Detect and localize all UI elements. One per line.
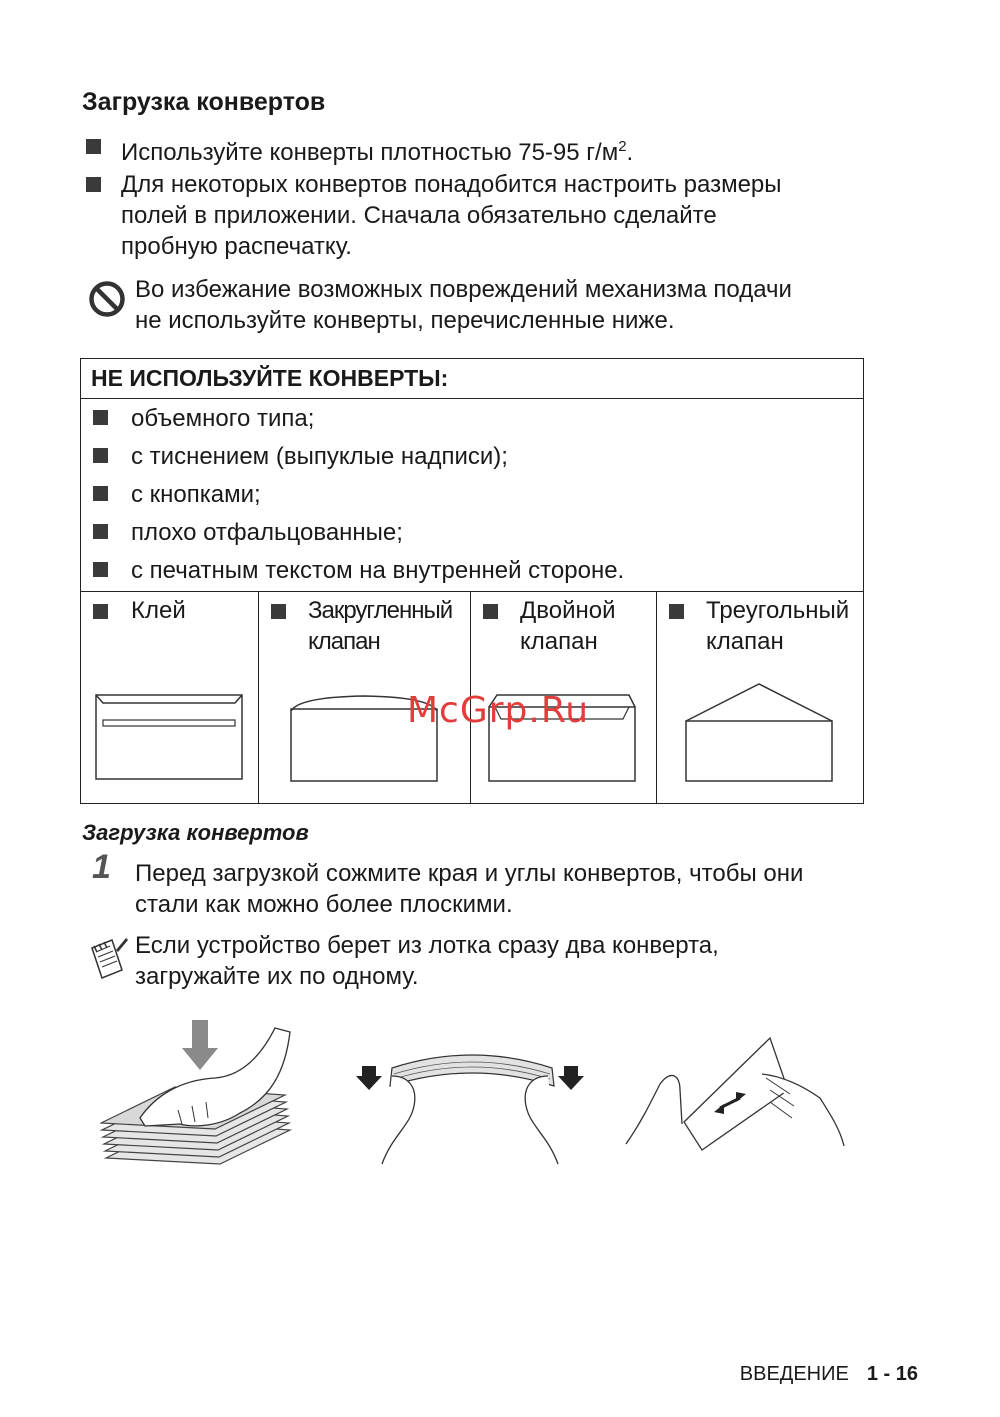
cell-label-double-flap: Двойной клапан bbox=[520, 597, 616, 655]
step-text: Перед загрузкой сожмите края и углы конвертов, чтобы они стали как можно более плоскими. bbox=[135, 860, 804, 918]
procedure-title: Загрузка конвертов bbox=[82, 820, 309, 845]
prohibited-icon bbox=[88, 280, 126, 318]
bullet-icon bbox=[93, 486, 108, 501]
table-divider bbox=[81, 591, 863, 592]
footer-page-number: 1 - 16 bbox=[866, 1363, 918, 1385]
cell-label-triangular-flap: Треугольный клапан bbox=[706, 597, 850, 655]
note-text: Если устройство берет из лотка сразу два конверта, загружайте их по одному. bbox=[135, 932, 719, 990]
envelope-glue-icon bbox=[93, 693, 245, 783]
illustration-press-stack bbox=[100, 1018, 300, 1168]
column-divider bbox=[258, 591, 259, 803]
bullet-icon bbox=[483, 604, 498, 619]
page-footer bbox=[740, 1363, 918, 1386]
cell-label-glue: Клей bbox=[131, 597, 186, 624]
section-title: Загрузка конвертов bbox=[82, 88, 326, 116]
footer-section: ВВЕДЕНИЕ bbox=[739, 1363, 849, 1385]
bullet-icon bbox=[93, 448, 108, 463]
envelope-triangular-flap-icon bbox=[683, 681, 837, 785]
bullet-icon bbox=[86, 139, 101, 154]
list-item: с печатным текстом на внутренней стороне. bbox=[131, 557, 625, 584]
list-item: плохо отфальцованные; bbox=[131, 519, 403, 546]
list-item: с тиснением (выпуклые надписи); bbox=[131, 443, 508, 470]
bullet-text-1: Используйте конверты плотностью 75-95 $г/м^2$. bbox=[121, 138, 634, 166]
bullet-icon bbox=[669, 604, 684, 619]
table-header: НЕ ИСПОЛЬЗУЙТЕ КОНВЕРТЫ: bbox=[81, 359, 863, 399]
bullet-text-2: Для некоторых конвертов понадобится настроить размеры полей в приложении. Сначала обязательно сделайте пробную распечатку. bbox=[121, 171, 782, 260]
step-number: 1 bbox=[92, 848, 111, 886]
bullet-icon bbox=[86, 177, 101, 192]
warning-text: Во избежание возможных повреждений механизма подачи не используйте конверты, перечисленные ниже. bbox=[135, 276, 792, 334]
list-item: объемного типа; bbox=[131, 405, 315, 432]
column-divider bbox=[656, 591, 657, 803]
bullet-icon bbox=[93, 604, 108, 619]
watermark: McGrp.Ru bbox=[407, 690, 590, 731]
bullet-icon bbox=[271, 604, 286, 619]
bullet-icon bbox=[93, 524, 108, 539]
cell-label-rounded-flap: Закругленный клапан bbox=[308, 597, 453, 655]
illustration-flatten-edges bbox=[352, 1046, 588, 1168]
illustration-flatten-corners bbox=[620, 1034, 856, 1154]
list-item: с кнопками; bbox=[131, 481, 261, 508]
note-icon bbox=[88, 934, 130, 980]
prohibited-envelopes-table bbox=[80, 358, 864, 804]
bullet-icon bbox=[93, 410, 108, 425]
bullet-icon bbox=[93, 562, 108, 577]
